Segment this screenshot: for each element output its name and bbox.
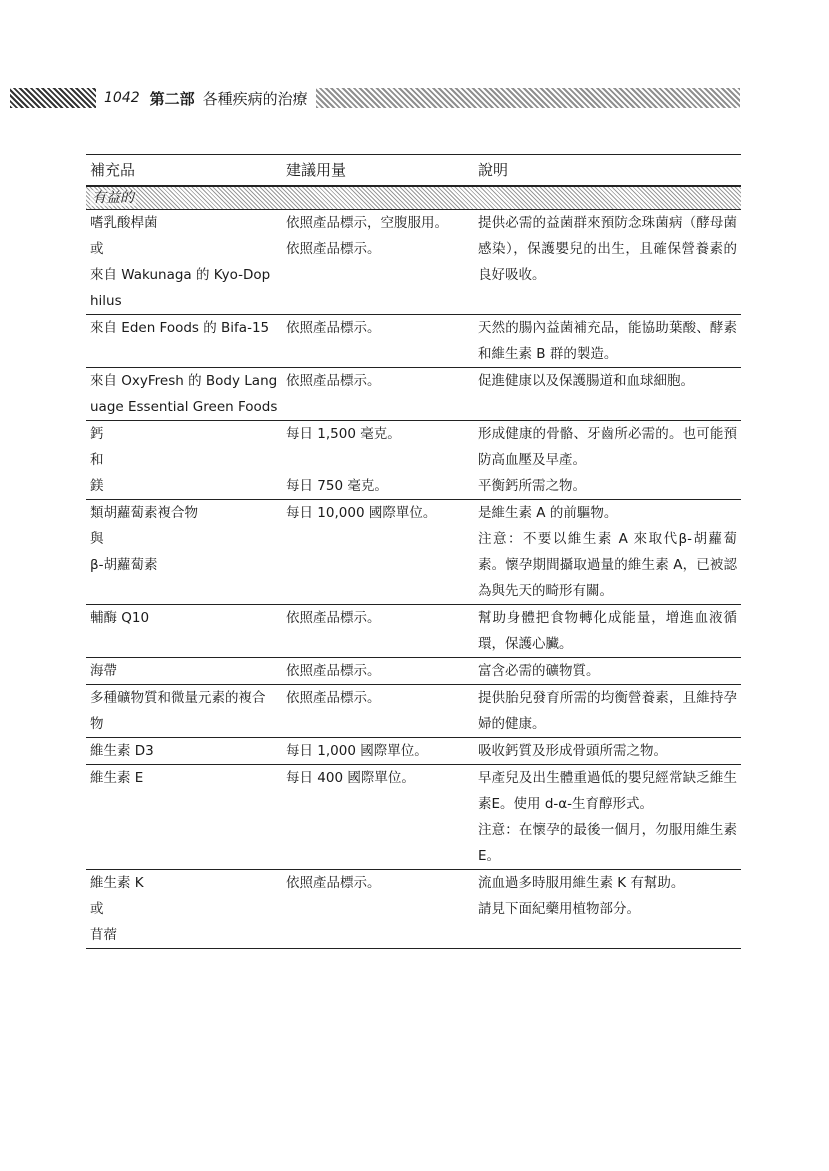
supplement-text: 鎂 <box>90 478 104 494</box>
supplement-text: 維生素 K <box>90 875 144 891</box>
supplement-text: 和 <box>90 452 104 468</box>
dosage-text: 每日 400 國際單位。 <box>286 770 415 786</box>
description-cell <box>474 421 741 500</box>
dosage-cell <box>282 421 474 500</box>
dosage-text: 依照產品標示。 <box>286 690 381 706</box>
supplement-text: 類胡蘿蔔素複合物 <box>90 505 198 521</box>
dosage-text: 依照產品標示。 <box>286 663 381 679</box>
supplement-cell <box>86 605 282 658</box>
section-row <box>86 186 741 210</box>
description-text: 幫助身體把食物轉化成能量，增進血液循環，保護心臟。 <box>478 610 737 652</box>
dosage-cell <box>282 658 474 685</box>
supplement-text: 多種礦物質和微量元素的複合物 <box>90 690 266 732</box>
dosage-text: 每日 1,000 國際單位。 <box>286 743 428 759</box>
dosage-cell <box>282 738 474 765</box>
dosage-text: 依照產品標示。 <box>286 320 381 336</box>
description-text: 注意：不要以維生素 A 來取代β-胡蘿蔔素。懷孕期間攝取過量的維生素 A，已被認為與先天的畸形有關。 <box>478 531 737 599</box>
table-row <box>86 870 741 949</box>
description-cell <box>474 738 741 765</box>
table-header-row <box>86 155 741 187</box>
dosage-text: 每日 10,000 國際單位。 <box>286 505 437 521</box>
description-cell <box>474 368 741 421</box>
dosage-text: 依照產品標示。 <box>286 241 381 257</box>
description-text: 是維生素 A 的前驅物。 <box>478 505 618 521</box>
supplement-text: 輔酶 Q10 <box>90 610 150 626</box>
supplement-text: 鈣 <box>90 426 104 442</box>
chapter-title: 各種疾病的治療 <box>202 89 308 108</box>
supplement-text: 來自 OxyFresh 的 Body Language Essential Green Foods <box>90 373 278 415</box>
dosage-cell <box>282 685 474 738</box>
section-label: 有益的 <box>92 190 134 206</box>
dosage-cell <box>282 210 474 315</box>
description-cell <box>474 605 741 658</box>
supplement-cell <box>86 685 282 738</box>
description-text: 提供必需的益菌群來預防念珠菌病（酵母菌感染），保護嬰兒的出生，且確保營養素的良好吸收。 <box>478 215 737 283</box>
dosage-cell <box>282 605 474 658</box>
header-hatch-left <box>10 88 96 108</box>
description-cell <box>474 210 741 315</box>
dosage-text: 依照產品標示，空腹服用。 <box>286 215 448 231</box>
supplement-cell <box>86 315 282 368</box>
supplement-cell <box>86 658 282 685</box>
part-label: 第二部 <box>149 89 195 108</box>
description-text: 天然的腸內益菌補充品，能協助葉酸、酵素和維生素 B 群的製造。 <box>478 320 737 362</box>
dosage-cell <box>282 368 474 421</box>
description-cell <box>474 315 741 368</box>
supplement-cell <box>86 421 282 500</box>
description-cell <box>474 500 741 605</box>
description-text: 流血過多時服用維生素 K 有幫助。 <box>478 875 685 891</box>
header-hatch-right <box>316 88 740 108</box>
dosage-cell <box>282 870 474 949</box>
section-cell <box>86 186 741 210</box>
page-number: 1042 <box>104 90 140 106</box>
table-row <box>86 368 741 421</box>
dosage-cell <box>282 500 474 605</box>
dosage-cell <box>282 765 474 870</box>
running-header <box>10 86 740 110</box>
table-row <box>86 605 741 658</box>
dosage-text: 每日 1,500 毫克。 <box>286 426 401 442</box>
supplement-text: β-胡蘿蔔素 <box>90 557 158 573</box>
supplement-text: 或 <box>90 901 104 917</box>
description-cell <box>474 658 741 685</box>
table-row <box>86 500 741 605</box>
table-row <box>86 738 741 765</box>
table-row <box>86 421 741 500</box>
supplement-text: 與 <box>90 531 104 547</box>
description-text: 提供胎兒發育所需的均衡營養素，且維持孕婦的健康。 <box>478 690 737 732</box>
supplement-text: 或 <box>90 241 104 257</box>
dosage-text: 依照產品標示。 <box>286 373 381 389</box>
supplement-cell <box>86 500 282 605</box>
dosage-text: 依照產品標示。 <box>286 875 381 891</box>
dosage-text <box>286 447 470 473</box>
supplement-cell <box>86 210 282 315</box>
supplement-text: 維生素 D3 <box>90 743 154 759</box>
description-text: 形成健康的骨骼、牙齒所必需的。也可能預防高血壓及早產。 <box>478 426 737 468</box>
supplement-cell <box>86 765 282 870</box>
table-row <box>86 685 741 738</box>
description-cell <box>474 870 741 949</box>
supplement-text: 來自 Wakunaga 的 Kyo-Dophilus <box>90 267 271 309</box>
table-row <box>86 315 741 368</box>
column-header-supplement: 補充品 <box>86 155 282 187</box>
description-text: 請見下面紀藥用植物部分。 <box>478 901 640 917</box>
description-text: 富含必需的礦物質。 <box>478 663 600 679</box>
supplement-text: 海帶 <box>90 663 117 679</box>
description-text: 平衡鈣所需之物。 <box>478 478 586 494</box>
description-cell <box>474 685 741 738</box>
supplement-text: 苜蓿 <box>90 927 117 943</box>
supplement-cell <box>86 738 282 765</box>
table-row <box>86 765 741 870</box>
dosage-text: 每日 750 毫克。 <box>286 478 388 494</box>
supplement-cell <box>86 368 282 421</box>
table-row <box>86 210 741 315</box>
description-text: 吸收鈣質及形成骨頭所需之物。 <box>478 743 667 759</box>
dosage-text: 依照產品標示。 <box>286 610 381 626</box>
description-text: 早產兒及出生體重過低的嬰兒經常缺乏維生素E。使用 d-α-生育醇形式。 <box>478 770 737 812</box>
column-header-dosage: 建議用量 <box>282 155 474 187</box>
supplement-text: 維生素 E <box>90 770 144 786</box>
description-text: 促進健康以及保護腸道和血球細胞。 <box>478 373 694 389</box>
supplement-text: 嗜乳酸桿菌 <box>90 215 158 231</box>
column-header-description: 說明 <box>474 155 741 187</box>
dosage-cell <box>282 315 474 368</box>
supplement-table <box>86 154 741 949</box>
supplement-text: 來自 Eden Foods 的 Bifa-15 <box>90 320 270 336</box>
description-cell <box>474 765 741 870</box>
supplement-cell <box>86 870 282 949</box>
description-text: 注意：在懷孕的最後一個月，勿服用維生素 E。 <box>478 822 737 864</box>
table-row <box>86 658 741 685</box>
